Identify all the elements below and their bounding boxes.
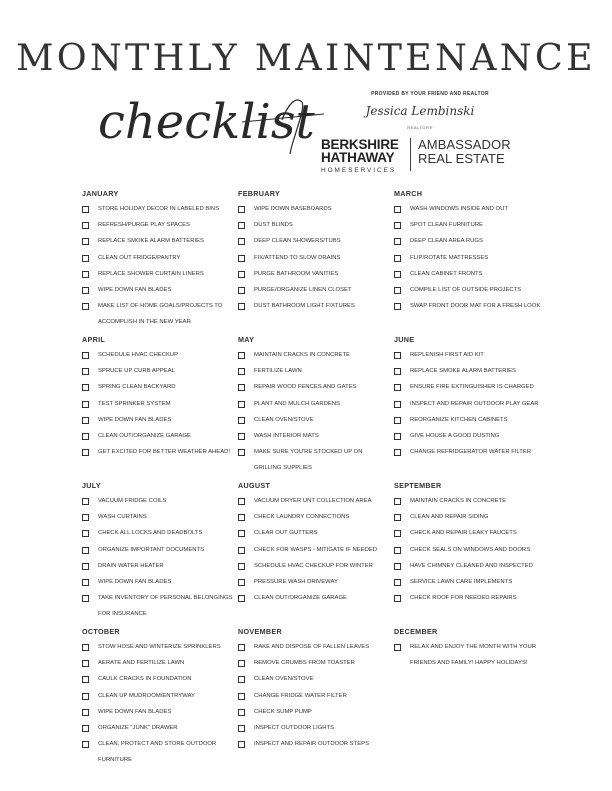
checklist-item-label: CHECK FOR WASPS - MITIGATE IF NEEDED — [254, 546, 378, 553]
partner-logo — [418, 138, 511, 166]
checklist-item-label: WASH INTERIOR MATS — [254, 433, 319, 439]
checkbox[interactable] — [238, 206, 245, 213]
checkbox[interactable] — [394, 401, 401, 408]
checkbox[interactable] — [238, 498, 245, 505]
checkbox[interactable] — [394, 255, 401, 262]
checklist-item-label: SCHEDULE HVAC CHECKUP — [98, 352, 179, 358]
checklist-item-label: CHECK SUMP PUMP — [254, 708, 312, 715]
checkbox[interactable] — [394, 579, 401, 586]
checklist-item-label: DEEP CLEAN AREA RUGS — [410, 238, 483, 245]
partner-line2: REAL ESTATE — [418, 151, 505, 166]
month-heading-february: FEBRUARY — [238, 189, 281, 198]
checkbox[interactable] — [394, 449, 401, 456]
checkbox[interactable] — [82, 449, 89, 456]
checklist-item-label: DUST BLINDS — [254, 222, 293, 229]
checklist-item-label: FIX/ATTEND TO SLOW DRAINS — [254, 254, 341, 261]
checkbox[interactable] — [82, 693, 89, 700]
checkbox[interactable] — [394, 222, 401, 229]
checkbox[interactable] — [82, 303, 89, 310]
checklist-item-label: CLEAN OUT FRIDGE/PANTRY — [98, 254, 181, 261]
checkbox[interactable] — [82, 384, 89, 391]
month-heading-january: JANUARY — [82, 189, 119, 198]
brokerage-logo — [321, 138, 407, 174]
checklist-item-label: CLEAN CABINET FRONTS — [410, 270, 483, 277]
checkbox[interactable] — [82, 676, 89, 683]
checkbox[interactable] — [238, 352, 245, 359]
checklist-script-heading — [92, 84, 332, 164]
checklist-item-label: RELAX AND ENJOY THE MONTH WITH YOUR FRIENDS AND FAMILY! HAPPY HOLIDAYS! — [410, 644, 537, 667]
checklist-item-label: REFRESH/PURGE PLAY SPACES — [98, 222, 190, 229]
checkbox[interactable] — [82, 579, 89, 586]
checklist-item-label: GIVE HOUSE A GOOD DUSTING — [410, 433, 500, 439]
checklist-item-label: CHANGE REFRIDGERATOR WATER FILTER — [410, 449, 532, 456]
checkbox[interactable] — [82, 352, 89, 359]
checklist-item-label: ENSURE FIRE EXTINGUISHER IS CHARGED — [410, 384, 534, 391]
checklist-item-label: CLEAR OUT GUTTERS — [254, 530, 318, 537]
checklist-item-label: RAKE AND DISPOSE OF FALLEN LEAVES — [254, 644, 370, 650]
checklist-item-label: FERTILIZE LAWN — [254, 368, 302, 375]
month-heading-july: JULY — [82, 481, 101, 490]
checkbox[interactable] — [82, 238, 89, 245]
checklist-item-label: CHECK SEALS ON WINDOWS AND DOORS — [410, 546, 531, 553]
checklist-item-label: CHECK ALL LOCKS AND DEADBOLTS — [98, 530, 203, 537]
checkbox[interactable] — [238, 660, 245, 667]
checklist-item-label: CHECK AND REPAIR LEAKY FAUCETS — [410, 530, 517, 537]
checklist-item-label: SWAP FRONT DOOR MAT FOR A FRESH LOOK — [410, 303, 541, 310]
checklist-item-label: CLEAN OVEN/STOVE — [254, 676, 314, 683]
checklist-item-label: REPLACE SMOKE ALARM BATTERIES — [410, 368, 516, 375]
checklist-item-label: SPRING CLEAN BACKYARD — [98, 384, 176, 391]
checkbox[interactable] — [394, 595, 401, 602]
checkbox[interactable] — [238, 676, 245, 683]
checkbox[interactable] — [394, 384, 401, 391]
checklist-item-label: CLEAN OUT/ORGANIZE GARAGE — [254, 595, 347, 602]
checklist-item-label: CHECK LAUNDRY CONNECTIONS — [254, 514, 350, 521]
month-heading-september: SEPTEMBER — [394, 481, 442, 490]
checklist-item-label: WIPE DOWN FAN BLADES — [98, 416, 172, 423]
checklist-item-label: STOW HOSE AND WINTERIZE SPRINKLERS — [98, 644, 221, 650]
checklist-item-label: AERATE AND FERTILIZE LAWN — [98, 660, 185, 667]
checkbox[interactable] — [238, 401, 245, 408]
checkbox[interactable] — [394, 547, 401, 554]
checkbox[interactable] — [82, 498, 89, 505]
month-heading-may: MAY — [238, 335, 255, 344]
checklist-item-label: REMOVE CRUMBS FROM TOASTER — [254, 660, 355, 667]
checkbox[interactable] — [394, 644, 401, 651]
checklist-item-label: REPLACE SHOWER CURTAIN LINERS — [98, 270, 204, 277]
checklist-item-label: VACUUM DRYER UNT COLLECTION AREA — [254, 498, 372, 504]
checkbox[interactable] — [82, 271, 89, 278]
checkbox[interactable] — [238, 725, 245, 732]
checklist-item-label: SERVICE LAWN CARE IMPLEMENTS — [410, 579, 513, 585]
checklist-item-label: HAVE CHIMNEY CLEANED AND INSPECTED — [410, 562, 533, 569]
checkbox[interactable] — [82, 401, 89, 408]
checklist-item-label: INSPECT OUTDOOR LIGHTS — [254, 725, 335, 731]
checkbox[interactable] — [394, 271, 401, 278]
brand-divider — [410, 138, 411, 171]
checklist-item-label: CHECK ROOF FOR NEEDED REPAIRS — [410, 595, 517, 602]
checklist-item-label: CLEAN, PROTECT AND STORE OUTDOOR FURNITURE — [98, 741, 217, 764]
checklist-item-label: MAKE SURE YOU'RE STOCKED UP ON GRILLING SUPPLIES — [254, 449, 363, 472]
checklist-item-label: COMPILE LIST OF OUTSIDE PROJECTS — [410, 287, 522, 293]
checklist-item-label: PURGE/ORGANIZE LINEN CLOSET — [254, 287, 352, 293]
checkbox[interactable] — [394, 498, 401, 505]
checklist-item-label: STORE HOLIDAY DECOR IN LABELED BINS — [98, 206, 220, 212]
checkbox[interactable] — [238, 693, 245, 700]
checkbox[interactable] — [238, 303, 245, 310]
checklist-item-label: DUST BATHROOM LIGHT FIXTURES — [254, 303, 355, 310]
checklist-item-label: PURGE BATHROOM VANITIES — [254, 270, 339, 277]
checkbox[interactable] — [238, 595, 245, 602]
brokerage-line1: BERKSHIRE — [321, 137, 399, 152]
checklist-item-label: CLEAN AND REPAIR SIDING — [410, 514, 489, 521]
checkbox[interactable] — [82, 563, 89, 570]
checkbox[interactable] — [82, 433, 89, 440]
checkbox[interactable] — [82, 741, 89, 748]
checklist-item-label: MAKE LIST OF HOME GOALS/PROJECTS TO ACCOMPLISH IN THE NEW YEAR — [98, 303, 223, 326]
checkbox[interactable] — [82, 530, 89, 537]
checkbox[interactable] — [82, 417, 89, 424]
month-heading-april: APRIL — [82, 335, 106, 344]
checkbox[interactable] — [82, 595, 89, 602]
checkbox[interactable] — [82, 725, 89, 732]
checklist-item-label: PRESSURE WASH DRIVEWAY — [254, 579, 338, 585]
checklist-item-label: WIPE DOWN FAN BLADES — [98, 287, 172, 293]
checkbox[interactable] — [394, 417, 401, 424]
checkbox[interactable] — [82, 660, 89, 667]
provided-by-label: PROVIDED BY YOUR FRIEND AND REALTOR — [371, 91, 489, 97]
brokerage-line3: HOMESERVICES — [321, 167, 397, 174]
checkbox[interactable] — [82, 206, 89, 213]
checkbox[interactable] — [238, 238, 245, 245]
checklist-item-label: ORGANIZE IMPORTANT DOCUMENTS — [98, 546, 205, 553]
checklist-item-label: MAINTAIN CRACKS IN CONCRETE — [410, 498, 507, 504]
checkbox[interactable] — [82, 368, 89, 375]
checklist-item-label: ORGANIZE "JUNK" DRAWER — [98, 725, 178, 731]
checklist-item-label: CLEAN OUT/ORGANIZE GARAGE — [98, 433, 191, 439]
checklist-item-label: CAULK CRACKS IN FOUNDATION — [98, 676, 192, 683]
month-heading-march: MARCH — [394, 189, 423, 198]
checkbox[interactable] — [238, 222, 245, 229]
checkbox[interactable] — [82, 514, 89, 521]
checkbox[interactable] — [394, 206, 401, 213]
checklist-item-label: SCHEDULE HVAC CHECKUP FOR WINTER — [254, 562, 373, 569]
checklist-script-text: checklist — [98, 94, 315, 150]
checklist-item-label: CLEAN OVEN/STOVE — [254, 416, 314, 423]
checkbox[interactable] — [238, 449, 245, 456]
checklist-item-label: TAKE INVENTORY OF PERSONAL BELONGINGS FOR INSURANCE — [98, 595, 233, 618]
checkbox[interactable] — [394, 563, 401, 570]
checklist-item-label: WASH CURTAINS — [98, 514, 147, 521]
checkbox[interactable] — [82, 222, 89, 229]
month-heading-october: OCTOBER — [82, 627, 120, 636]
checkbox[interactable] — [82, 255, 89, 262]
month-heading-june: JUNE — [394, 335, 415, 344]
checklist-item-label: REORGANIZE KITCHEN CABINETS — [410, 416, 508, 423]
checklist-item-label: INSPECT AND REPAIR OUTDOOR STEPS — [254, 741, 369, 748]
checklist-item-label: REPLACE SMOKE ALARM BATTERIES — [98, 238, 204, 245]
checkbox[interactable] — [394, 368, 401, 375]
checkbox[interactable] — [238, 271, 245, 278]
checkbox[interactable] — [238, 287, 245, 294]
checklist-item-label: WASH WINDOWS INSIDE AND OUT — [410, 206, 508, 212]
checklist-item-label: DRAIN WATER HEATER — [98, 562, 164, 569]
checklist-item-label: FLIP/ROTATE MATTRESSES — [410, 254, 489, 261]
checklist-item-label: MAINTAIN CRACKS IN CONCRETE — [254, 352, 351, 358]
checkbox[interactable] — [238, 384, 245, 391]
checklist-item-label: CLEAN UP MUDROOM/ENTRYWAY — [98, 692, 195, 699]
checklist-item-label: GET EXCITED FOR BETTER WEATHER AHEAD! — [98, 449, 231, 456]
agent-role-label: REALTOR® — [407, 125, 433, 130]
checkbox[interactable] — [82, 709, 89, 716]
checkbox[interactable] — [238, 547, 245, 554]
checkbox[interactable] — [394, 433, 401, 440]
checkbox[interactable] — [394, 352, 401, 359]
checkbox[interactable] — [238, 368, 245, 375]
checklist-item-label: SPOT CLEAN FURNITURE — [410, 222, 483, 229]
checkbox[interactable] — [238, 644, 245, 651]
checklist-item-label: PLANT AND MULCH GARDENS — [254, 400, 340, 407]
brokerage-line2: HATHAWAY — [321, 150, 395, 165]
checklist-item-label: REPLENISH FIRST AID KIT — [410, 352, 484, 358]
checkbox[interactable] — [394, 514, 401, 521]
checkbox[interactable] — [238, 741, 245, 748]
checklist-item-label: WIPE DOWN BASEBOARDS — [254, 206, 332, 212]
checklist-item-label: INSPECT AND REPAIR OUTDOOR PLAY GEAR — [410, 400, 539, 407]
checkbox[interactable] — [238, 514, 245, 521]
checklist-item-label: SPRUCE UP CURB APPEAL — [98, 368, 175, 375]
month-heading-november: NOVEMBER — [238, 627, 282, 636]
checkbox[interactable] — [82, 644, 89, 651]
month-heading-august: AUGUST — [238, 481, 271, 490]
checklist-item-label: TEST SPRINKER SYSTEM — [98, 400, 171, 407]
checkbox[interactable] — [82, 287, 89, 294]
checklist-item-label: VACUUM FRIDGE COILS — [98, 498, 167, 504]
partner-line1: AMBASSADOR — [418, 137, 511, 152]
checkbox[interactable] — [394, 303, 401, 310]
month-heading-december: DECEMBER — [394, 627, 438, 636]
checkbox[interactable] — [238, 563, 245, 570]
checkbox[interactable] — [238, 579, 245, 586]
checkbox[interactable] — [394, 287, 401, 294]
checkbox[interactable] — [238, 255, 245, 262]
checkbox[interactable] — [238, 433, 245, 440]
checklist-item-label: REPAIR WOOD FENCES AND GATES — [254, 384, 357, 391]
checklist-item-label: WIPE DOWN FAN BLADES — [98, 579, 172, 585]
checkbox[interactable] — [238, 709, 245, 716]
agent-signature: Jessica Lembinski — [365, 104, 475, 118]
checklist-item-label: WIPE DOWN FAN BLADES — [98, 708, 172, 715]
page-title: MONTHLY MAINTENANCE — [16, 36, 596, 79]
checkbox[interactable] — [82, 547, 89, 554]
checkbox[interactable] — [238, 417, 245, 424]
checklist-item-label: DEEP CLEAN SHOWERS/TUBS — [254, 238, 341, 245]
checkbox[interactable] — [394, 530, 401, 537]
checkbox[interactable] — [394, 238, 401, 245]
checkbox[interactable] — [238, 530, 245, 537]
checklist-item-label: CHANGE FRIDGE WATER FILTER — [254, 692, 347, 699]
